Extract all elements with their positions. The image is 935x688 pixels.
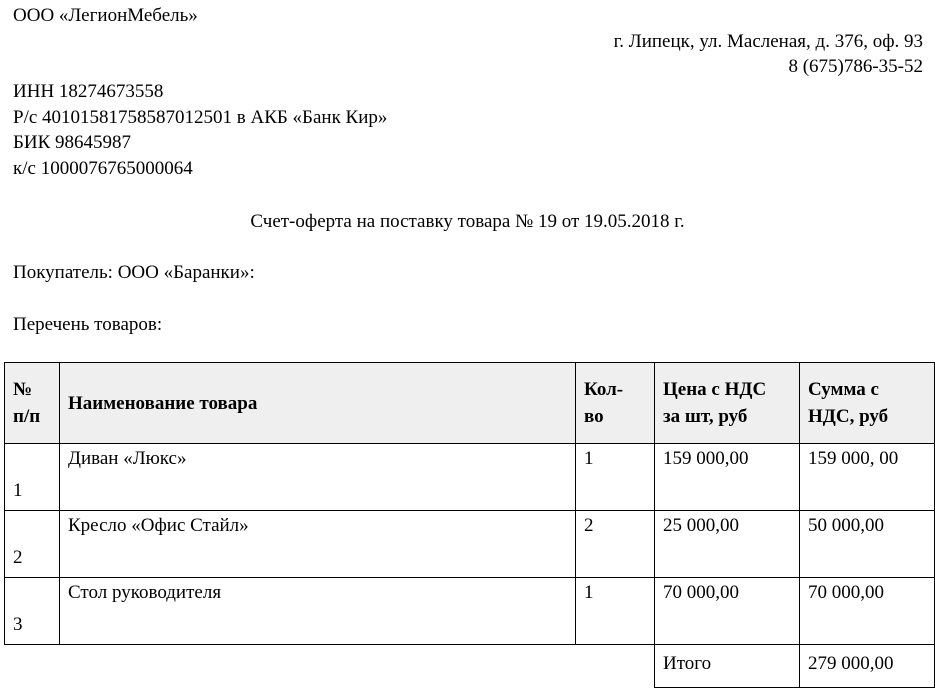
- row-num: 3: [5, 578, 60, 645]
- header-sum: [800, 363, 935, 444]
- total-spacer: [5, 645, 655, 688]
- header-num-line1: №: [13, 379, 33, 400]
- header-name: Наименование товара: [60, 363, 576, 444]
- row-price: 25 000,00: [655, 511, 800, 578]
- table-row: [5, 511, 935, 578]
- company-inn: ИНН 18274673558: [13, 81, 164, 102]
- document-title: Счет-оферта на поставку товара № 19 от 19.05.2018 г.: [250, 211, 685, 232]
- header-sum-line2: НДС, руб: [808, 406, 889, 427]
- header-qty-line2: во: [584, 406, 604, 427]
- goods-list-caption: Перечень товаров:: [13, 314, 163, 335]
- row-num: 2: [5, 511, 60, 578]
- header-price: [655, 363, 800, 444]
- total-label: Итого: [655, 645, 800, 688]
- table-row: [5, 578, 935, 645]
- header-qty: [576, 363, 655, 444]
- row-sum: 70 000,00: [800, 578, 935, 645]
- row-name: Кресло «Офис Стайл»: [60, 511, 576, 578]
- header-num-line2: п/п: [13, 406, 41, 427]
- header-price-line2: за шт, руб: [663, 406, 748, 427]
- total-row: [5, 645, 935, 688]
- row-num: 1: [5, 444, 60, 511]
- company-phone: 8 (675)786-35-52: [788, 56, 923, 77]
- header-num: [5, 363, 60, 444]
- header-sum-line1: Сумма с: [808, 379, 879, 400]
- company-name: ООО «ЛегионМебель»: [13, 5, 198, 26]
- company-account: Р/с 40101581758587012501 в АКБ «Банк Кир»: [13, 107, 388, 128]
- total-value: 279 000,00: [800, 645, 935, 688]
- company-bik: БИК 98645987: [13, 132, 132, 153]
- row-sum: 50 000,00: [800, 511, 935, 578]
- row-price: 70 000,00: [655, 578, 800, 645]
- row-name: Диван «Люкс»: [60, 444, 576, 511]
- buyer-line: Покупатель: ООО «Баранки»:: [13, 262, 255, 283]
- row-qty: 2: [576, 511, 655, 578]
- header-price-line1: Цена с НДС: [663, 379, 767, 400]
- row-price: 159 000,00: [655, 444, 800, 511]
- header-qty-line1: Кол-: [584, 379, 624, 400]
- company-address: г. Липецк, ул. Масленая, д. 376, оф. 93: [613, 31, 923, 52]
- row-qty: 1: [576, 444, 655, 511]
- goods-table: [4, 362, 935, 688]
- company-corr-account: к/с 1000076765000064: [13, 158, 193, 179]
- row-sum: 159 000, 00: [800, 444, 935, 511]
- table-row: [5, 444, 935, 511]
- row-name: Стол руководителя: [60, 578, 576, 645]
- table-header-row: [5, 363, 935, 444]
- row-qty: 1: [576, 578, 655, 645]
